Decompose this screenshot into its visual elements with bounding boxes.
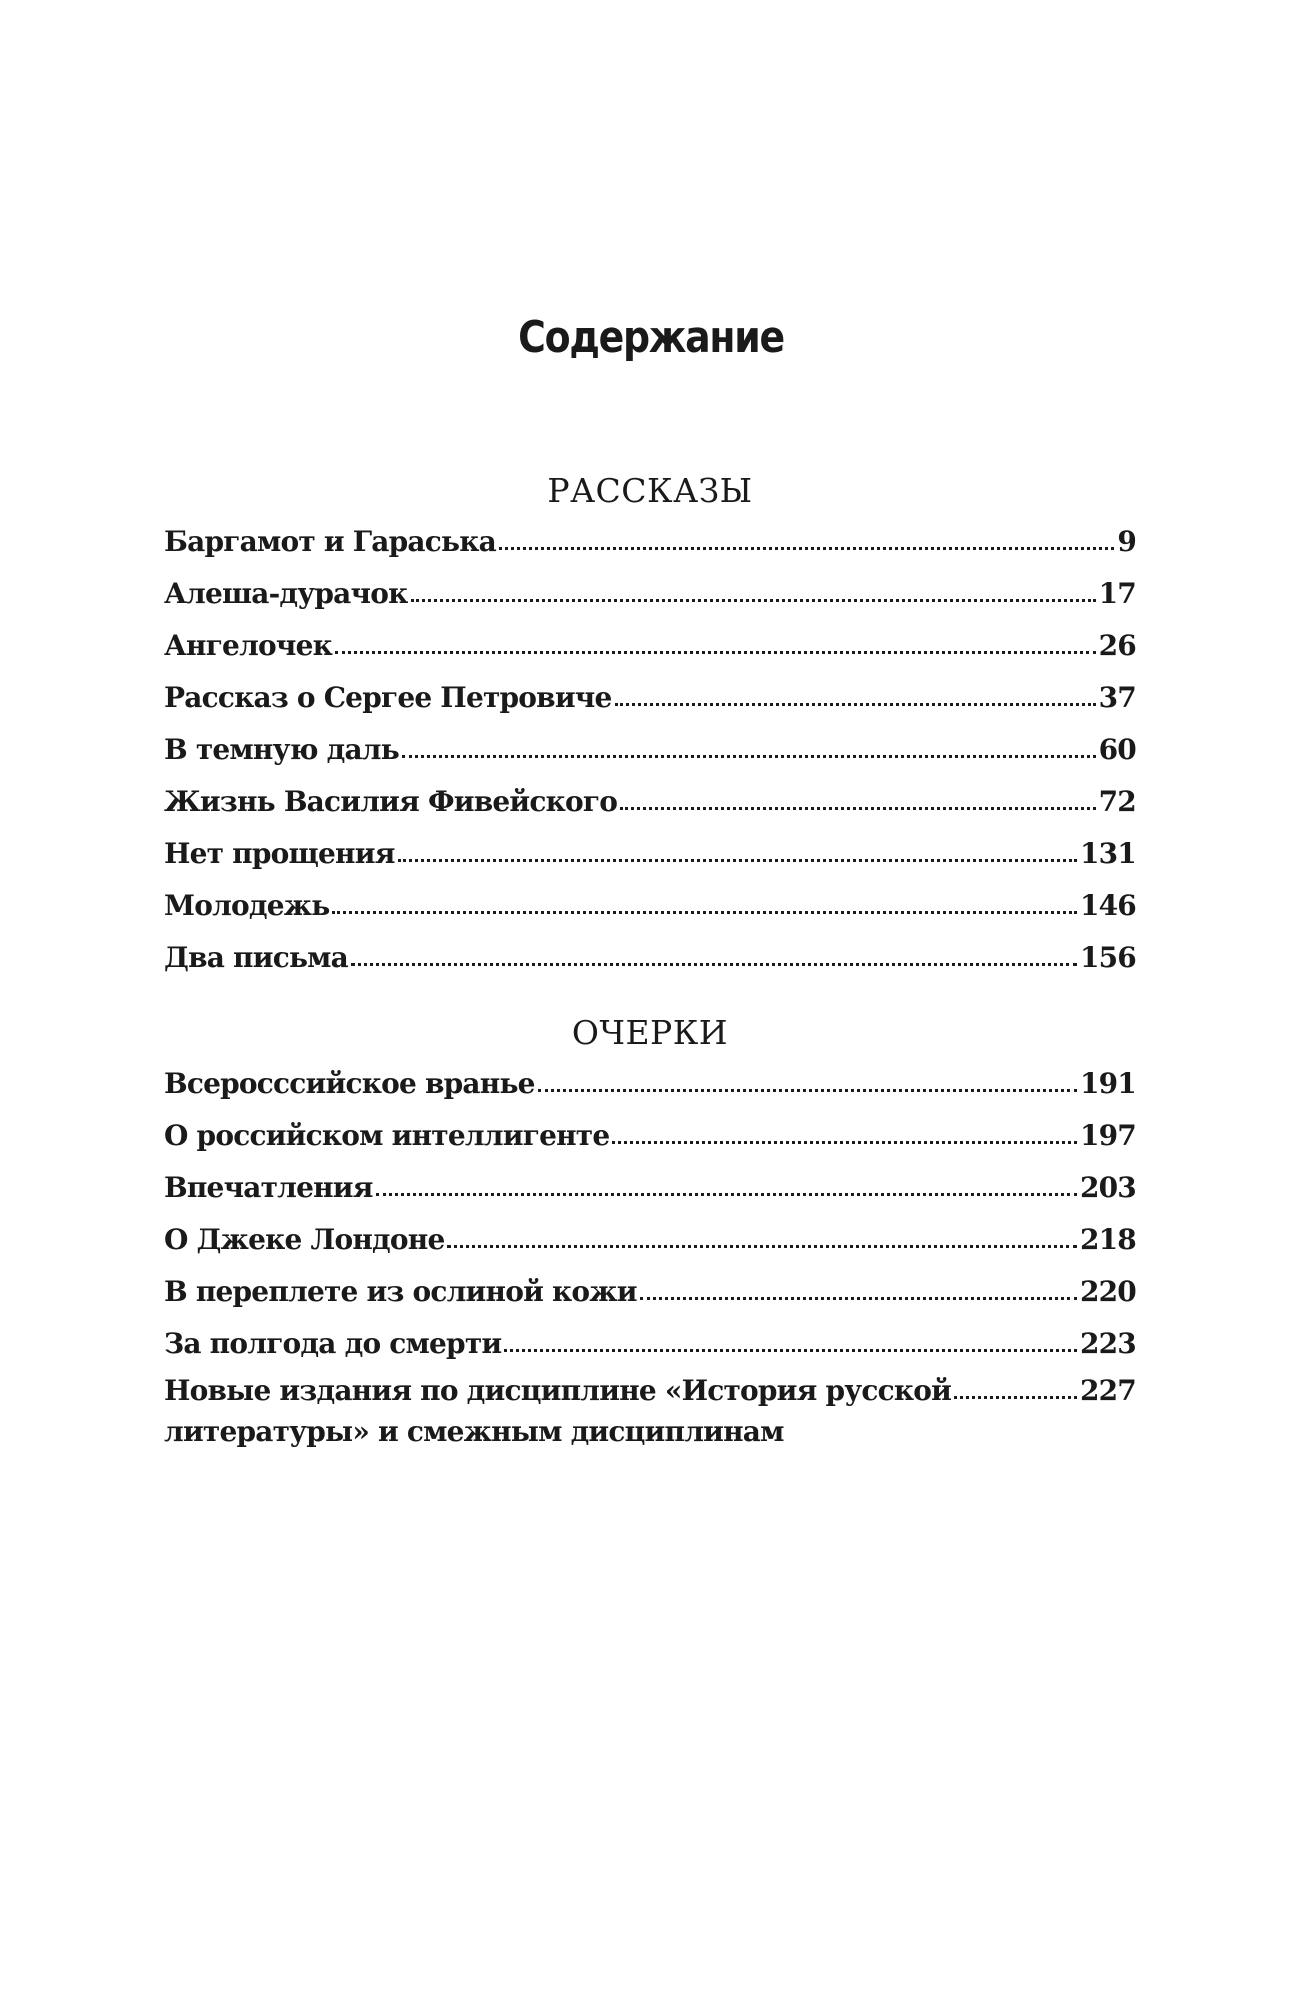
toc-entry-title: Рассказ о Сергее Петровиче	[164, 681, 612, 714]
toc-page-number: 146	[1079, 889, 1136, 922]
dot-leader	[335, 651, 1096, 654]
toc-entry-title: Нет прощения	[164, 837, 395, 870]
toc-entry[interactable]	[164, 1318, 1136, 1370]
toc-entry[interactable]	[164, 672, 1136, 724]
toc-entry-title: Жизнь Василия Фивейского	[164, 785, 618, 818]
dot-leader	[504, 1349, 1077, 1352]
toc-page-number: 197	[1079, 1119, 1136, 1152]
toc-page-number: 218	[1079, 1223, 1136, 1256]
toc-entry-title: О российском интеллигенте	[164, 1119, 610, 1152]
toc-page-number: 9	[1117, 525, 1136, 558]
toc-page-number: 203	[1079, 1171, 1136, 1204]
toc-entry-title: Молодежь	[164, 889, 330, 922]
toc-entry[interactable]	[164, 776, 1136, 828]
dot-leader	[538, 1089, 1077, 1092]
dot-leader	[447, 1245, 1076, 1248]
toc-entry-title: Два письма	[164, 941, 349, 974]
toc-page-number: 17	[1098, 577, 1136, 610]
dot-leader	[332, 911, 1076, 914]
dot-leader	[954, 1396, 1077, 1399]
dot-leader	[612, 1141, 1077, 1144]
toc-page-number: 220	[1079, 1275, 1136, 1308]
toc-list-stories	[164, 516, 1136, 984]
dot-leader	[351, 963, 1077, 966]
dot-leader	[398, 859, 1077, 862]
toc-list-essays	[164, 1058, 1136, 1452]
toc-entry[interactable]	[164, 516, 1136, 568]
toc-entry-title-line1: Новые издания по дисциплине «История русской	[164, 1374, 952, 1407]
toc-page-number: 37	[1098, 681, 1136, 714]
dot-leader	[640, 1297, 1077, 1300]
section-heading-stories: РАССКАЗЫ	[547, 471, 753, 510]
toc-entry-title: Баргамот и Гараська	[164, 525, 496, 558]
toc-page-number: 72	[1098, 785, 1136, 818]
toc-page-number: 26	[1098, 629, 1136, 662]
table-of-contents	[164, 466, 1136, 1452]
toc-entry[interactable]	[164, 1110, 1136, 1162]
page-title: Содержание	[518, 312, 784, 363]
toc-entry[interactable]	[164, 828, 1136, 880]
dot-leader	[411, 599, 1096, 602]
toc-entry[interactable]	[164, 620, 1136, 672]
dot-leader	[615, 703, 1096, 706]
dot-leader	[499, 547, 1114, 550]
toc-page-number: 131	[1079, 837, 1136, 870]
toc-entry-title: В переплете из ослиной кожи	[164, 1275, 637, 1308]
toc-page-number: 227	[1079, 1374, 1136, 1407]
toc-entry-title	[164, 1370, 951, 1452]
toc-entry-title: В темную даль	[164, 733, 399, 766]
toc-entry[interactable]	[164, 724, 1136, 776]
toc-entry[interactable]	[164, 568, 1136, 620]
toc-entry[interactable]	[164, 880, 1136, 932]
toc-entry[interactable]	[164, 1214, 1136, 1266]
toc-entry[interactable]	[164, 1058, 1136, 1110]
toc-entry[interactable]	[164, 1162, 1136, 1214]
toc-page-number: 156	[1079, 941, 1136, 974]
toc-page-number: 191	[1079, 1067, 1136, 1100]
dot-leader	[376, 1193, 1077, 1196]
section-heading-essays: ОЧЕРКИ	[571, 1013, 729, 1052]
toc-entry-title: Алеша-дурачок	[164, 577, 408, 610]
toc-entry-title: За полгода до смерти	[164, 1327, 502, 1360]
toc-entry-title-line2: литературы» и смежным дисциплинам	[164, 1415, 784, 1448]
toc-page-number: 60	[1098, 733, 1136, 766]
toc-entry-title: Впечатления	[164, 1171, 373, 1204]
toc-entry-multiline[interactable]	[164, 1370, 1136, 1452]
toc-entry-title: Всеросссийское вранье	[164, 1067, 535, 1100]
toc-entry-title: О Джеке Лондоне	[164, 1223, 445, 1256]
toc-entry[interactable]	[164, 932, 1136, 984]
toc-entry[interactable]	[164, 1266, 1136, 1318]
dot-leader	[620, 807, 1095, 810]
dot-leader	[402, 755, 1096, 758]
toc-page-number: 223	[1079, 1327, 1136, 1360]
toc-entry-title: Ангелочек	[164, 629, 333, 662]
